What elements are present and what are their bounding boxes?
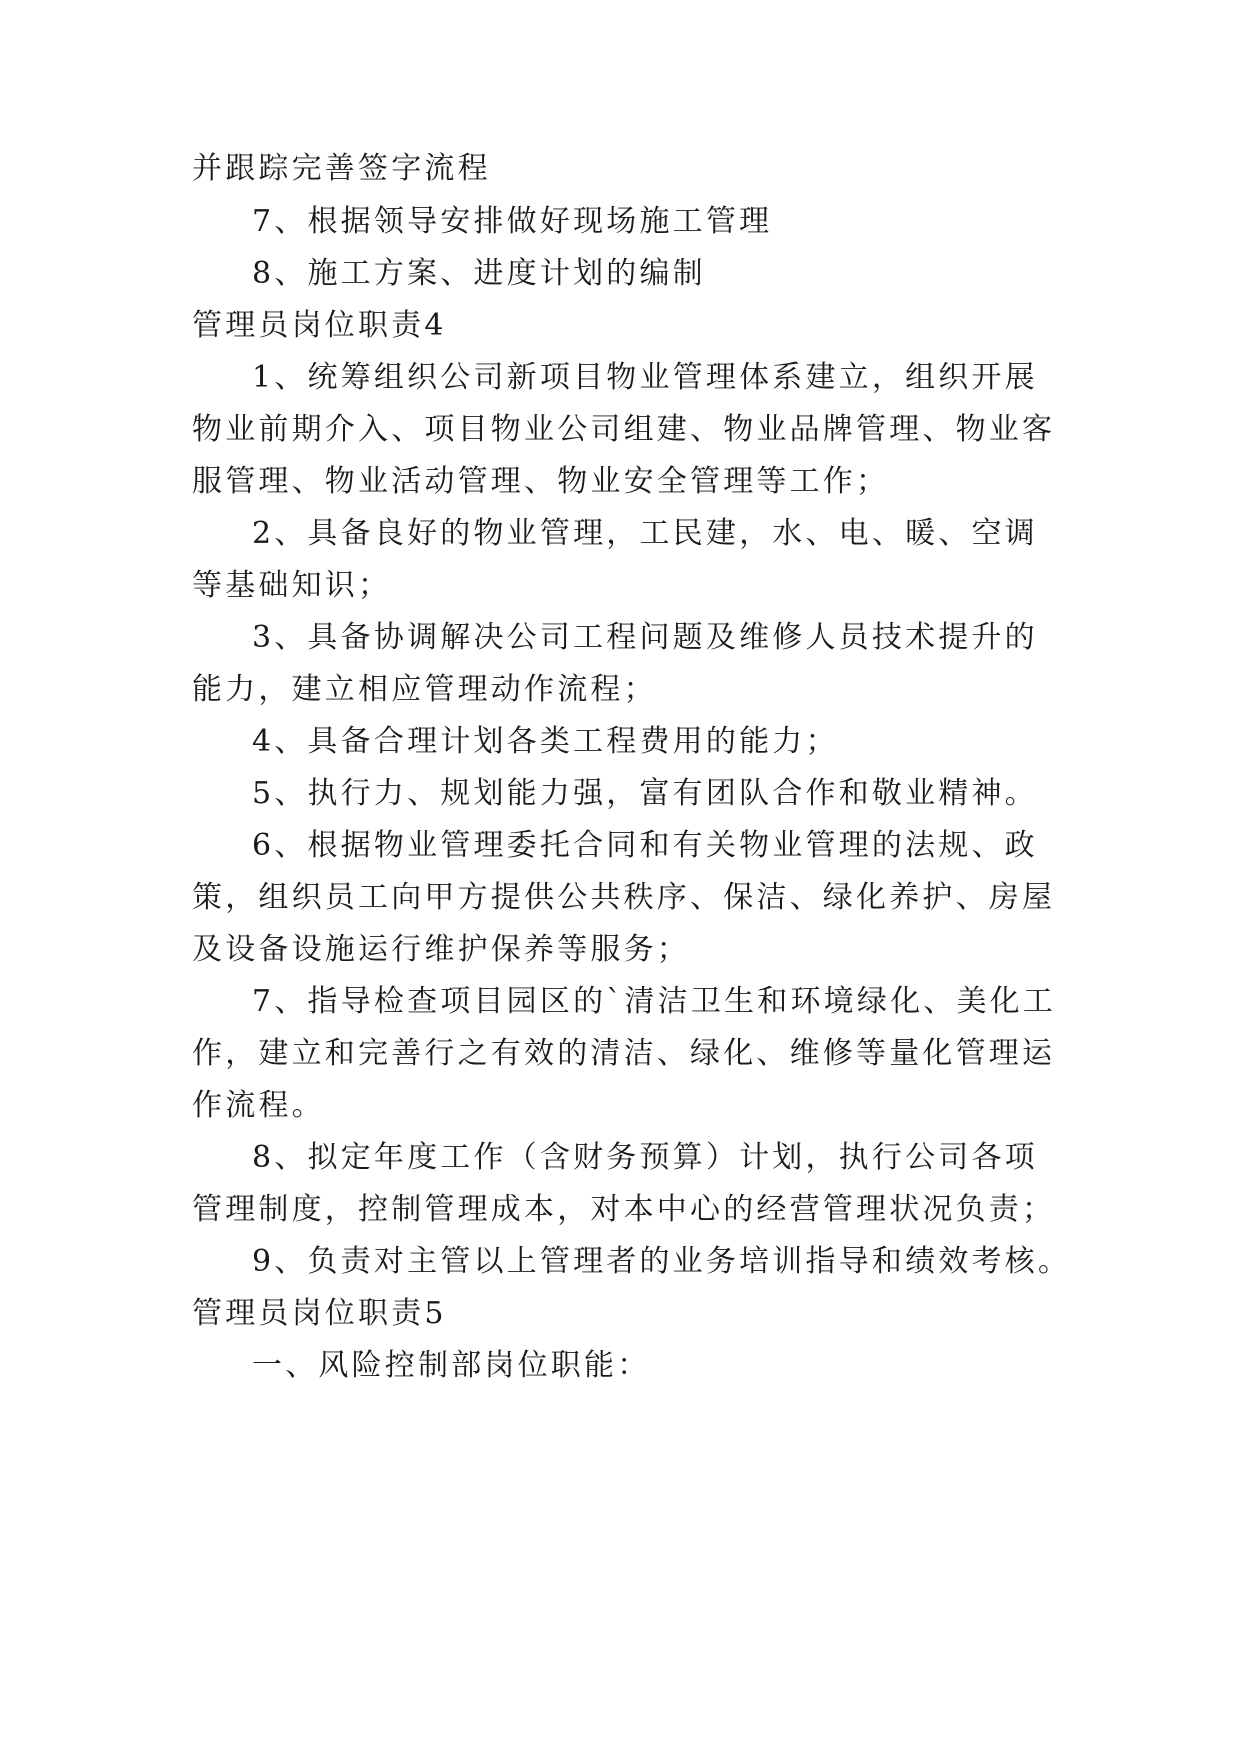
text-line: 作，建立和完善行之有效的清洁、绿化、维修等量化管理运 <box>192 1036 1056 1071</box>
list-item: 5、执行力、规划能力强，富有团队合作和敬业精神。 <box>252 776 1038 811</box>
section-heading: 管理员岗位职责5 <box>192 1296 447 1331</box>
text-line: 及设备设施运行维护保养等服务； <box>192 932 690 967</box>
text-line: 物业前期介入、项目物业公司组建、物业品牌管理、物业客 <box>192 412 1056 447</box>
list-item: 4、具备合理计划各类工程费用的能力； <box>252 724 839 759</box>
text-line: 服管理、物业活动管理、物业安全管理等工作； <box>192 464 890 499</box>
list-item: 8、施工方案、进度计划的编制 <box>252 256 706 291</box>
text-line: 管理制度，控制管理成本，对本中心的经营管理状况负责； <box>192 1192 1056 1227</box>
list-item: 7、指导检查项目园区的`清洁卫生和环境绿化、美化工 <box>252 984 1057 1019</box>
list-item: 7、根据领导安排做好现场施工管理 <box>252 204 773 239</box>
list-item: 3、具备协调解决公司工程问题及维修人员技术提升的 <box>252 620 1038 655</box>
text-line: 能力，建立相应管理动作流程； <box>192 672 657 707</box>
text-line: 策，组织员工向甲方提供公共秩序、保洁、绿化养护、房屋 <box>192 880 1056 915</box>
list-item: 9、负责对主管以上管理者的业务培训指导和绩效考核。 <box>252 1244 1072 1279</box>
text-line: 并跟踪完善签字流程 <box>192 151 491 186</box>
list-item: 2、具备良好的物业管理，工民建，水、电、暖、空调 <box>252 516 1038 551</box>
list-item: 6、根据物业管理委托合同和有关物业管理的法规、政 <box>252 828 1038 863</box>
text-line: 作流程。 <box>192 1088 325 1123</box>
list-item: 1、统筹组织公司新项目物业管理体系建立，组织开展 <box>252 360 1038 395</box>
list-item: 8、拟定年度工作（含财务预算）计划，执行公司各项 <box>252 1140 1038 1175</box>
list-item: 一、风险控制部岗位职能： <box>252 1348 651 1383</box>
text-line: 等基础知识； <box>192 568 392 603</box>
section-heading: 管理员岗位职责4 <box>192 308 447 343</box>
